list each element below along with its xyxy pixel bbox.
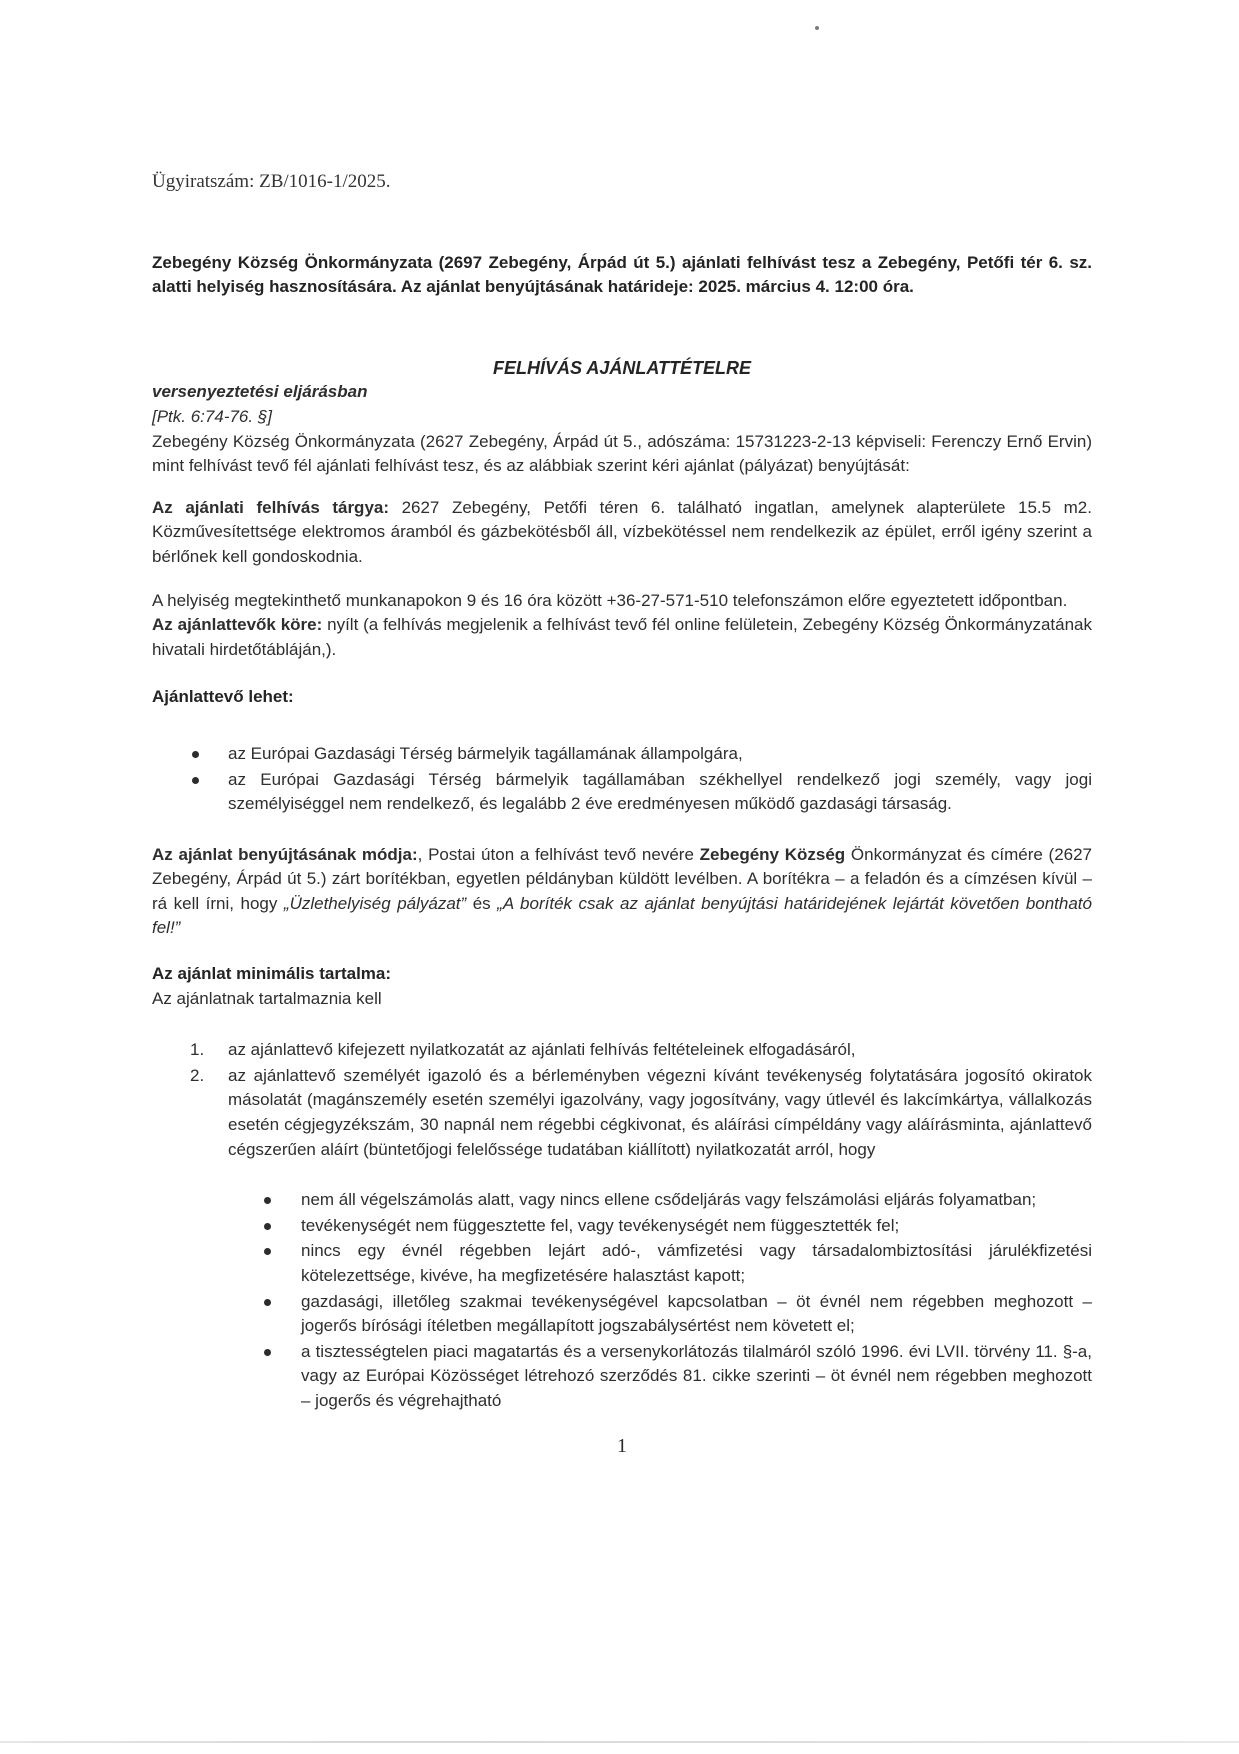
document-subtitle: versenyeztetési eljárásban [152,382,368,402]
submission-paragraph [152,843,1092,941]
bullet-icon [264,1248,271,1255]
list-item-text: az Európai Gazdasági Térség bármelyik tagállamának állampolgára, [228,743,743,763]
list-item [264,1214,1092,1239]
bidder-scope-label: Az ajánlattevők köre: [152,615,323,635]
bullet-icon [192,751,199,758]
submission-label: Az ajánlat benyújtásának módja: [152,844,418,864]
submission-text: , Postai úton a felhívást tevő nevére [417,844,700,864]
list-item-text: a tisztességtelen piaci magatartás és a versenykorlátozás tilalmáról szóló 1996. évi LVII. törvény 11. §-a, vagy az Európai Közösséget létrehozó szerződés 81. cikke szerinti – öt évnél nem régebben meghozott – jogerős és végrehajtható [301,1341,1092,1410]
submission-text: és [466,893,498,913]
bullet-icon [264,1349,271,1356]
legal-reference: [Ptk. 6:74-76. §] [152,406,273,426]
list-item-text: az ajánlattevő kifejezett nyilatkozatát az ajánlati felhívás feltételeinek elfogadásáról, [228,1040,856,1060]
min-content-heading: Az ajánlat minimális tartalma: [152,964,392,984]
list-item [264,1239,1092,1288]
eligible-list [152,742,1092,817]
scan-edge-line [0,1741,1239,1743]
bullet-icon [192,777,199,784]
bullet-icon [264,1299,271,1306]
subject-paragraph [152,496,1092,570]
required-items-list [152,1038,1092,1162]
list-item-text: nem áll végelszámolás alatt, vagy nincs ellene csődeljárás vagy felszámolási eljárás folyamatban; [301,1190,1037,1210]
subject-text: 2627 Zebegény, Petőfi téren 6. található ingatlan, amelynek alapterülete 15.5 m2. Közművesítettsége elektromos áramból és gázbekötésből áll, vízbekötéssel nem rendelkezik az épület, erről igény szerint a bérlőnek kell gondoskodnia. [152,497,1092,566]
list-item [192,768,1092,817]
list-item [190,1064,1092,1162]
issuer-paragraph: Zebegény Község Önkormányzata (2627 Zebegény, Árpád út 5., adószáma: 15731223-2-13 képviseli: Ferenczy Ernő Ervin) mint felhívást tevő fél ajánlati felhívást tesz, és az alábbiak szerint kéri ajánlat (pályázat) benyújtását: [152,431,1092,476]
list-item-text: nincs egy évnél régebben lejárt adó-, vámfizetési vagy társadalombiztosítási járulékfizetési kötelezettsége, kivéve, ha megfizetésére halasztást kapott; [301,1241,1092,1285]
bullet-icon [264,1197,271,1204]
submission-quote: „Üzlethelyiség pályázat” [283,893,467,913]
case-number: Ügyiratszám: ZB/1016-1/2025. [152,171,391,192]
declaration-list [152,1188,1092,1413]
list-item-text: az ajánlattevő személyét igazoló és a bérleményben végezni kívánt tevékenység folytatására jogosító okiratok másolatát (magánszemély esetén személyi igazolvány, vagy jogosítvány, vagy útlevél és lakcímkártya, vállalkozás esetén cégjegyzékszám, 30 napnál nem régebbi cégkivonat, és aláírási címpéldány vagy aláírásminta, ajánlattevő cégszerűen aláírt (büntetőjogi felelőssége tudatában kiállított) nyilatkozatát arról, hogy [228,1065,1092,1159]
bidder-scope-text: nyílt (a felhívás megjelenik a felhívást tevő fél online felületein, Zebegény Község Önkormányzatának hivatali hirdetőtábláján,). [152,615,1092,659]
bidder-scope-paragraph [152,613,1092,662]
bullet-icon [264,1223,271,1230]
submission-quote: „A boríték csak az ajánlat benyújtási határidejének lejártát követően bontható fel!” [152,893,1092,938]
min-content-intro: Az ajánlatnak tartalmaznia kell [152,988,382,1008]
list-item-text: gazdasági, illetőleg szakmai tevékenységével kapcsolatban – öt évnél nem régebben meghozott – jogerős bírósági ítéletben megállapított jogszabálysértést nem követett el; [301,1291,1092,1336]
list-item [264,1188,1092,1213]
list-item [192,742,1092,767]
summary-paragraph: Zebegény Község Önkormányzata (2697 Zebegény, Árpád út 5.) ajánlati felhívást tesz a Zebegény, Petőfi tér 6. sz. alatti helyiség hasznosítására. Az ajánlat benyújtásának határideje: 2025. március 4. 12:00 óra. [152,252,1092,297]
submission-text-bold: Zebegény Község [699,844,846,864]
document-content [152,170,1092,1458]
scan-dot-artifact [815,26,819,30]
viewing-paragraph: A helyiség megtekinthető munkanapokon 9 és 16 óra között +36-27-571-510 telefonszámon előre egyeztetett időpontban. [152,590,1068,610]
list-item-text: tevékenységét nem függesztette fel, vagy tevékenységét nem függesztették fel; [301,1215,900,1235]
page-number: 1 [617,1434,627,1457]
list-item [264,1290,1092,1339]
subject-label: Az ajánlati felhívás tárgya: [152,497,390,517]
eligible-heading: Ajánlattevő lehet: [152,687,294,707]
submission-text: Önkormányzat és címére (2627 Zebegény, Árpád út 5.) zárt borítékban, egyetlen példányban küldött levélben. A borítékra – a feladón és a címzésen kívül – rá kell írni, hogy [152,844,1093,913]
title-block [152,356,1092,479]
list-item [264,1340,1092,1414]
list-item [190,1038,1092,1063]
document-title: FELHÍVÁS AJÁNLATTÉTELRE [492,357,751,378]
list-item-text: az Európai Gazdasági Térség bármelyik tagállamában székhellyel rendelkező jogi személy, vagy jogi személyiséggel nem rendelkező, és legalább 2 éve eredményesen működő gazdasági társaság. [228,769,1092,814]
